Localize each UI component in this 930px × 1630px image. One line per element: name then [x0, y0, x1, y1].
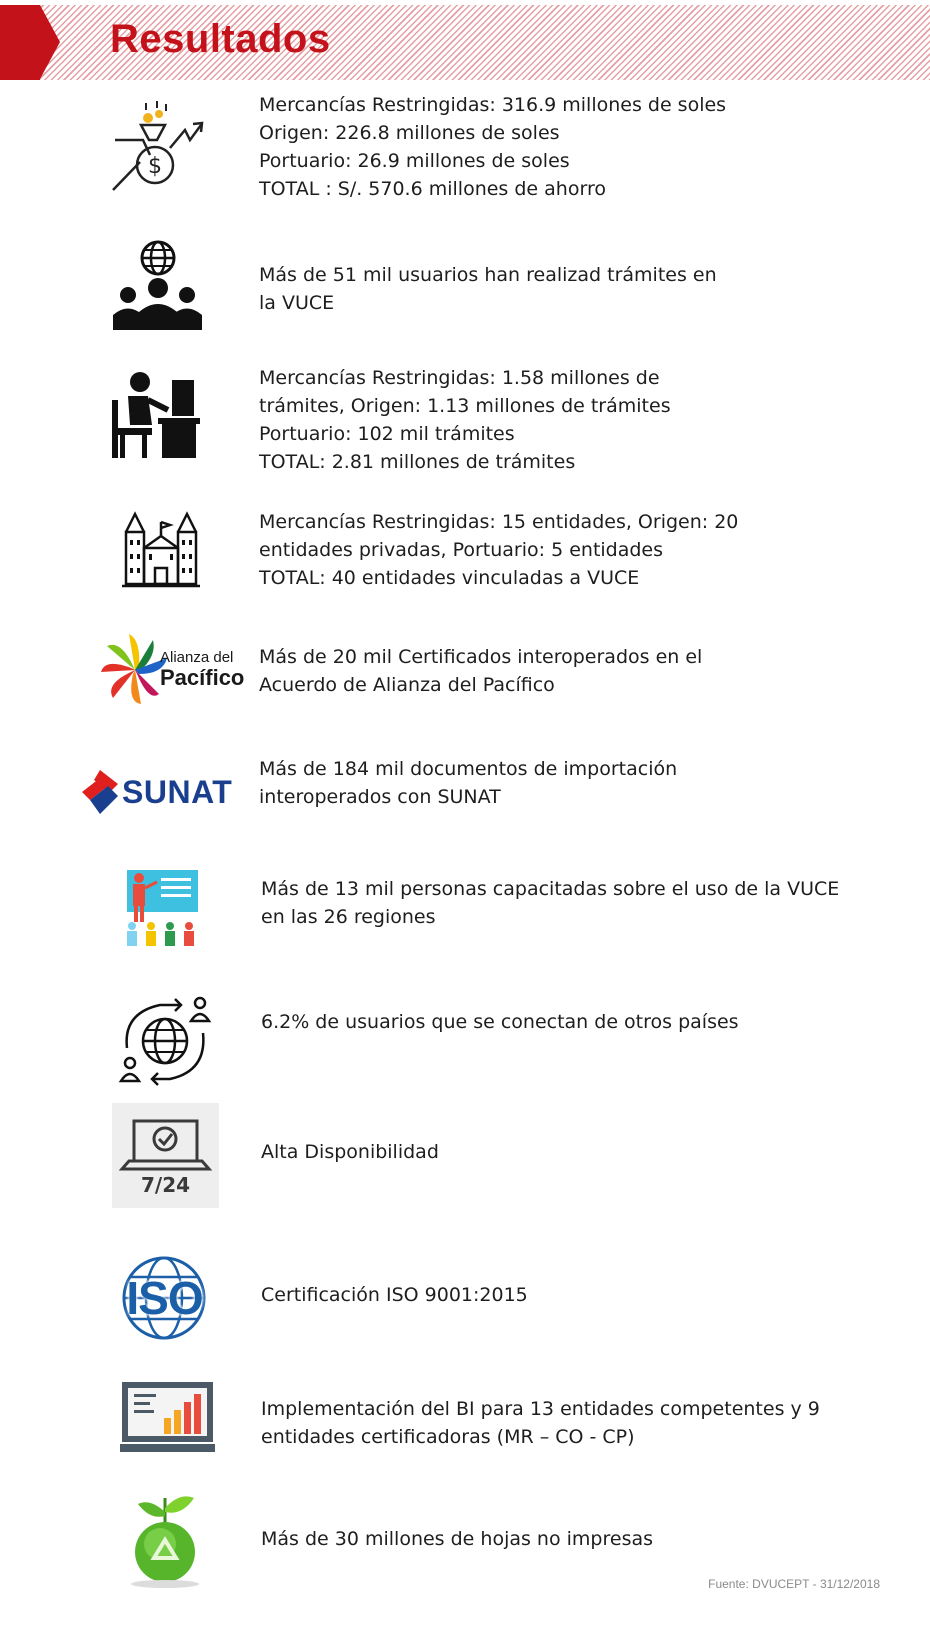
item-text-savings — [259, 91, 726, 203]
item-line: en las 26 regiones — [261, 906, 436, 928]
item-line: Alta Disponibilidad — [261, 1141, 439, 1163]
item-line: Mercancías Restringidas: 316.9 millones de soles — [259, 94, 727, 116]
svg-text:$: $ — [148, 154, 162, 179]
item-line: Origen: 226.8 millones de soles — [259, 122, 560, 144]
item-line: interoperados con SUNAT — [259, 786, 501, 808]
banner-red-block — [0, 5, 40, 80]
item-text-recycle — [261, 1525, 653, 1553]
iso-logo-text: ISO — [126, 1272, 203, 1324]
item-text-iso — [261, 1281, 528, 1309]
item-line: Implementación del BI para 13 entidades competentes y 9 — [261, 1398, 820, 1420]
item-text-procedures — [259, 364, 671, 476]
sunat-logo — [80, 768, 245, 818]
alianza-del-pacifico-logo — [100, 630, 245, 710]
item-text-global — [261, 1008, 739, 1036]
source-note: Fuente: DVUCEPT - 31/12/2018 — [708, 1577, 880, 1591]
item-line: Mercancías Restringidas: 15 entidades, Origen: 20 — [259, 511, 739, 533]
page-title: Resultados — [110, 17, 331, 61]
global-connection-users-icon — [115, 993, 215, 1088]
sunat-logo-text: SUNAT — [122, 774, 233, 810]
item-line: Más de 184 mil documentos de importación — [259, 758, 678, 780]
item-line: TOTAL: 2.81 millones de trámites — [259, 451, 576, 473]
item-line: entidades privadas, Portuario: 5 entidades — [259, 539, 664, 561]
item-line: TOTAL: 40 entidades vinculadas a VUCE — [259, 567, 640, 589]
item-line: Mercancías Restringidas: 1.58 millones de — [259, 367, 660, 389]
item-text-entities — [259, 508, 738, 592]
alianza-logo-line1: Alianza del — [160, 649, 234, 666]
item-line: Certificación ISO 9001:2015 — [261, 1284, 528, 1306]
laptop-24-7-icon — [112, 1103, 219, 1208]
item-line: Más de 51 mil usuarios han realizad trámites en — [259, 264, 717, 286]
header-banner — [0, 5, 930, 80]
item-text-training — [261, 875, 839, 931]
item-line: Más de 30 millones de hojas no impresas — [261, 1528, 654, 1550]
recycle-globe-plant-icon — [120, 1490, 210, 1590]
savings-money-bag-icon — [105, 100, 205, 195]
item-line: trámites, Origen: 1.13 millones de trámites — [259, 395, 671, 417]
item-text-bi — [261, 1395, 820, 1451]
item-line: la VUCE — [259, 292, 335, 314]
global-users-group-icon — [110, 240, 205, 330]
item-line: Más de 20 mil Certificados interoperados en el — [259, 646, 703, 668]
item-line: TOTAL : S/. 570.6 millones de ahorro — [259, 178, 606, 200]
training-presentation-icon — [125, 868, 200, 948]
laptop-24-7-label: 7/24 — [140, 1173, 191, 1197]
item-line: 6.2% de usuarios que se conectan de otros países — [261, 1011, 739, 1033]
item-line: Acuerdo de Alianza del Pacífico — [259, 674, 555, 696]
item-line: Más de 13 mil personas capacitadas sobre el uso de la VUCE — [261, 878, 840, 900]
item-text-alianza — [259, 643, 702, 699]
item-text-users — [259, 261, 717, 317]
item-line: entidades certificadoras (MR – CO - CP) — [261, 1426, 635, 1448]
person-at-computer-icon — [110, 370, 200, 460]
banner-arrow-shape — [40, 5, 60, 79]
alianza-logo-line2: Pacífico — [160, 665, 245, 690]
government-building-icon — [122, 510, 200, 588]
alianza-logo-text — [160, 648, 244, 688]
bi-dashboard-monitor-icon — [120, 1380, 215, 1455]
item-line: Portuario: 26.9 millones de soles — [259, 150, 570, 172]
iso-logo — [112, 1255, 217, 1341]
item-line: Portuario: 102 mil trámites — [259, 423, 515, 445]
item-text-sunat — [259, 755, 677, 811]
item-text-availability — [261, 1138, 439, 1166]
